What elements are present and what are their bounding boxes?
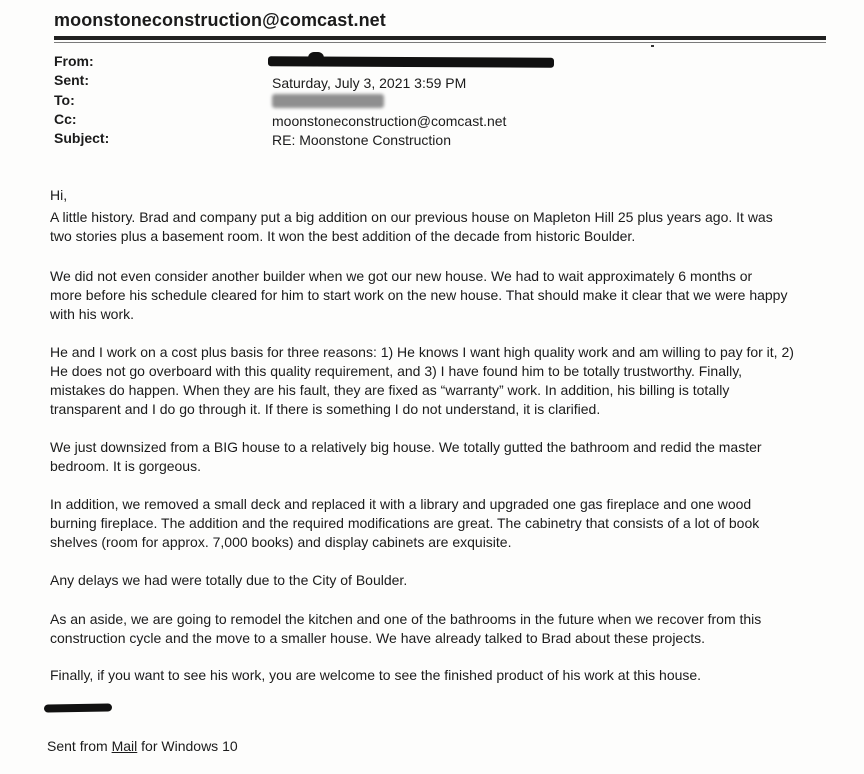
footer-prefix: Sent from <box>47 738 112 754</box>
paragraph-cost-plus <box>50 343 830 419</box>
from-label: From: <box>54 53 94 69</box>
sent-value: Saturday, July 3, 2021 3:59 PM <box>272 75 467 91</box>
to-redaction <box>272 94 384 108</box>
paragraph-line: more before his schedule cleared for him to start work on the new house. That should make it clear that we were happy <box>50 287 788 303</box>
paragraph-line: He and I work on a cost plus basis for three reasons: 1) He knows I want high quality work and am willing to pay for it, 2) <box>50 344 794 360</box>
paragraph-delays: Any delays we had were totally due to the City of Boulder. <box>50 572 408 588</box>
paragraph-library <box>50 495 830 552</box>
paragraph-line: We did not even consider another builder when we got our new house. We had to wait approximately 6 months or <box>50 268 753 284</box>
to-label: To: <box>54 92 75 108</box>
scan-speck <box>651 45 654 47</box>
paragraph-line: burning fireplace. The addition and the required modifications are great. The cabinetry that consists of a lot of book <box>50 515 760 531</box>
paragraph-history <box>50 208 830 246</box>
paragraph-line: shelves (room for approx. 7,000 books) and display cabinets are exquisite. <box>50 534 512 550</box>
paragraph-line: with his work. <box>50 306 135 322</box>
paragraph-line: A little history. Brad and company put a big addition on our previous house on Mapleton Hill 25 plus years ago. It was <box>50 209 773 225</box>
from-redaction-bump <box>308 52 324 60</box>
paragraph-line: two stories plus a basement room. It won the best addition of the decade from historic Boulder. <box>50 228 636 244</box>
paragraph-line: We just downsized from a BIG house to a relatively big house. We totally gutted the bathroom and redid the master <box>50 439 762 455</box>
paragraph-line: bedroom. It is gorgeous. <box>50 458 201 474</box>
footer-suffix: for Windows 10 <box>137 738 238 754</box>
header-divider-thin <box>54 42 826 43</box>
paragraph-remodel <box>50 610 830 648</box>
signature-redaction <box>44 703 112 712</box>
paragraph-line: In addition, we removed a small deck and replaced it with a library and upgraded one gas fireplace and one wood <box>50 496 752 512</box>
header-divider <box>54 36 826 40</box>
paragraph-new-house <box>50 267 830 324</box>
subject-value: RE: Moonstone Construction <box>272 132 451 148</box>
subject-label: Subject: <box>54 130 110 146</box>
sender-account-title: moonstoneconstruction@comcast.net <box>54 10 386 30</box>
paragraph-line: He does not go overboard with this quality requirement, and 3) I have found him to be totally trustworthy. Finally, <box>50 363 743 379</box>
cc-label: Cc: <box>54 111 77 127</box>
paragraph-line: mistakes do happen. When they are his fault, they are fixed as “warranty” work. In addition, his billing is totally <box>50 382 730 398</box>
sent-from-footer <box>47 738 238 754</box>
paragraph-downsized <box>50 438 830 476</box>
sent-label: Sent: <box>54 72 89 88</box>
mail-app-link[interactable]: Mail <box>111 738 138 754</box>
greeting: Hi, <box>50 187 68 203</box>
paragraph-line: As an aside, we are going to remodel the kitchen and one of the bathrooms in the future when we recover from this <box>50 611 762 627</box>
paragraph-closing: Finally, if you want to see his work, you are welcome to see the finished product of his work at this house. <box>50 667 702 683</box>
paragraph-line: transparent and I do go through it. If there is something I do not understand, it is clarified. <box>50 401 601 417</box>
paragraph-line: construction cycle and the move to a smaller house. We have already talked to Brad about these projects. <box>50 630 705 646</box>
cc-value[interactable]: moonstoneconstruction@comcast.net <box>272 113 507 129</box>
